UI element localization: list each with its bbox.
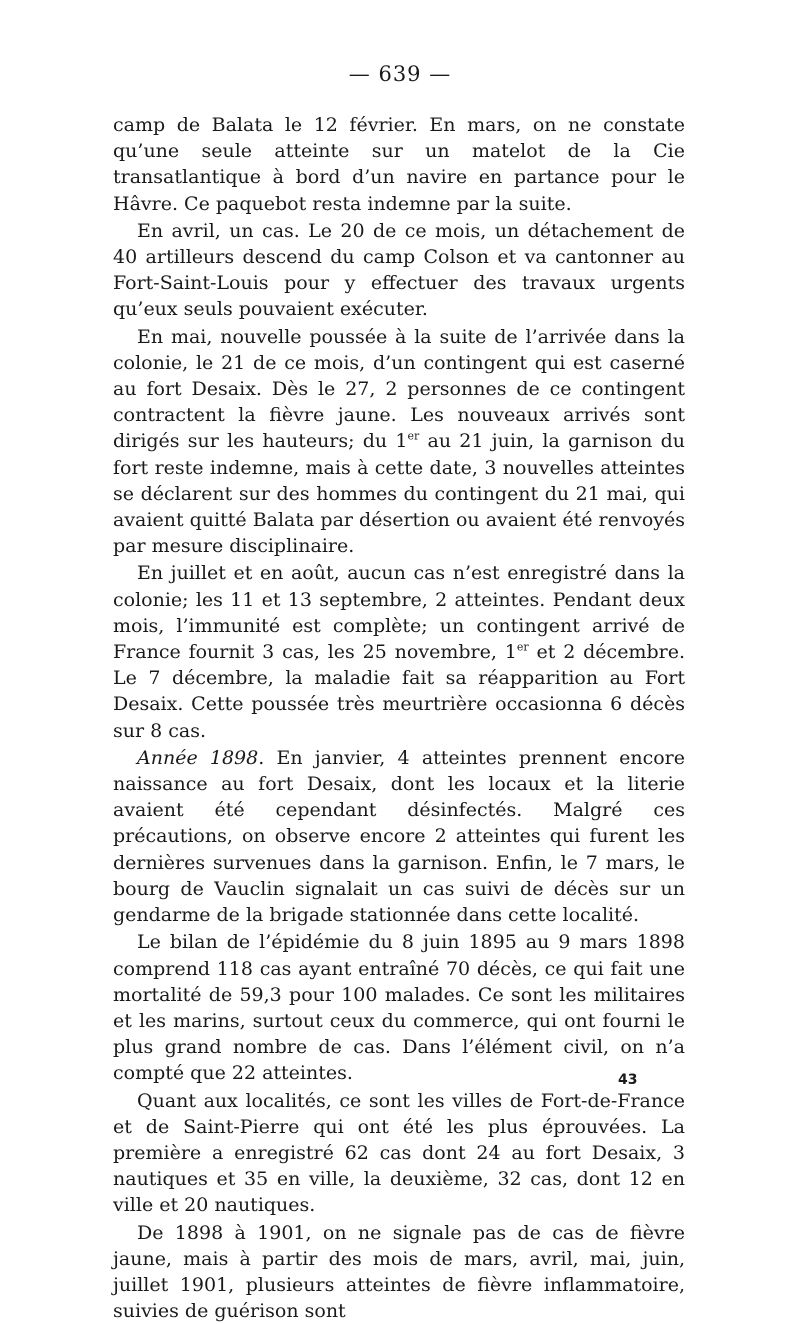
paragraph-2 — [113, 218, 685, 323]
paragraph-7 — [113, 1088, 685, 1219]
body-text — [113, 112, 685, 1324]
paragraph-text: En avril, un cas. Le 20 de ce mois, un détachement de 40 artilleurs descend du camp Colson et va cantonner au Fort-Saint-Louis pour y effectuer des travaux urgents qu’eux seuls pouvaient exécuter. — [113, 219, 685, 321]
paragraph-text: et 2 décembre. Le 7 décembre, la maladie fait sa réapparition au Fort Desaix. Cette poussée très meurtrière occasionna 6 décès sur 8 cas. — [113, 641, 685, 742]
paragraph-text: En mai, nouvelle poussée à la suite de l’arrivée dans la colonie, le 21 de ce mois, d’un contingent qui est caserné au fort Desaix. Dès le 27, 2 personnes de ce contingent contractent la fièvre jaune. Les nouveaux arrivés sont dirigés sur les hauteurs; du 1 — [113, 325, 685, 453]
paragraph-text: Le bilan de l’épidémie du 8 juin 1895 au 9 mars 1898 comprend 118 cas ayant entraîné 70 décès, ce qui fait une mortalité de 59,3 pour 100 malades. Ce sont les militaires et les marins, surtout ceux du commerce, qui ont fourni le plus grand nombre de cas. Dans l’élément civil, on n’a compté que 22 atteintes. — [113, 931, 685, 1085]
paragraph-text: De 1898 à 1901, on ne signale pas de cas de fièvre jaune, mais à partir des mois de mars, avril, mai, juin, juillet 1901, plusieurs atteintes de fièvre inflammatoire, suivies de guérison sont — [113, 1221, 685, 1323]
paragraph-text: . En janvier, 4 atteintes prennent encore naissance au fort Desaix, dont les locaux et la literie avaient été cependant désinfectés. Malgré ces précautions, on observe encore 2 atteintes qui furent les dernières survenues dans la garnison. Enfin, le 7 mars, le bourg de Vauclin signalait un cas suivi de décès sur un gendarme de la brigade stationnée dans cette localité. — [113, 746, 685, 927]
year-heading: Année 1898 — [137, 746, 259, 769]
signature-mark: 43 — [618, 1072, 638, 1088]
paragraph-text: Quant aux localités, ce sont les villes de Fort-de-France et de Saint-Pierre qui ont été les plus éprouvées. La première a enregistré 62 cas dont 24 au fort Desaix, 3 nautiques et 35 en ville, la deuxième, 32 cas, dont 12 en ville et 20 nautiques. — [113, 1089, 685, 1217]
paragraph-3 — [113, 324, 685, 560]
paragraph-text: au 21 juin, la garnison du fort reste indemne, mais à cette date, 3 nouvelles atteintes se déclarent sur des hommes du contingent du 21 mai, qui avaient quitté Balata par désertion ou avaient été renvoyés par mesure disciplinaire. — [113, 430, 685, 558]
ordinal-superscript: er — [516, 640, 529, 654]
paragraph-6 — [113, 929, 685, 1086]
paragraph-1 — [113, 112, 685, 217]
paragraph-8 — [113, 1220, 685, 1324]
page-number: — 639 — — [348, 62, 452, 86]
paragraph-text: camp de Balata le 12 février. En mars, on ne constate qu’une seule atteinte sur un matelot de la Cie transatlantique à bord d’un navire en partance pour le Hâvre. Ce paquebot resta indemne par la suite. — [113, 114, 685, 215]
paragraph-5 — [113, 745, 685, 928]
ordinal-superscript: er — [407, 430, 420, 444]
paragraph-text: En juillet et en août, aucun cas n’est enregistré dans la colonie; les 11 et 13 septembre, 2 atteintes. Pendant deux mois, l’immunité est complète; un contingent arrivé de France fournit 3 cas, les 25 novembre, 1 — [113, 562, 685, 664]
paragraph-4 — [113, 560, 685, 743]
